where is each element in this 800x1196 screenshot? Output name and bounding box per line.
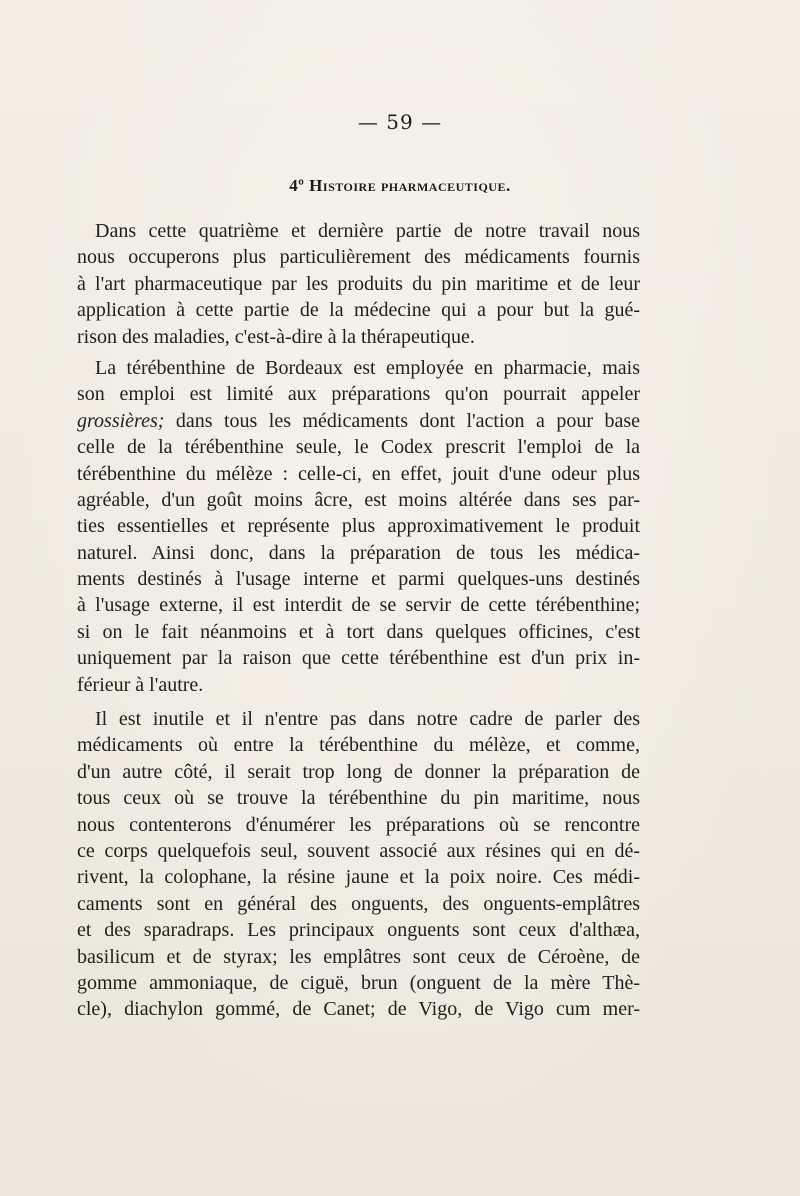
text-line: caments sont en général des onguents, des onguents-emplâtres bbox=[77, 892, 640, 915]
text-line: nous contenterons d'énumérer les préparations où se rencontre bbox=[77, 813, 640, 836]
text-line: La térébenthine de Bordeaux est employée en pharmacie, mais bbox=[95, 356, 640, 379]
section-heading bbox=[0, 176, 800, 196]
section-title: Histoire pharmaceutique. bbox=[309, 176, 511, 195]
text-line: si on le fait néanmoins et à tort dans quelques officines, c'est bbox=[77, 620, 640, 643]
text-line: cle), diachylon gommé, de Canet; de Vigo, de Vigo cum mer- bbox=[77, 998, 640, 1021]
italic-word: grossières; bbox=[77, 409, 165, 432]
text-line: grossières; dans tous les médicaments dont l'action a pour base bbox=[77, 409, 640, 432]
text-line: Dans cette quatrième et dernière partie de notre travail nous bbox=[95, 220, 640, 242]
text-line: térébenthine du mélèze : celle-ci, en effet, jouit d'une odeur plus bbox=[77, 462, 640, 485]
text-line: celle de la térébenthine seule, le Codex prescrit l'emploi de la bbox=[77, 436, 640, 459]
page-number: — 59 — bbox=[357, 110, 443, 134]
text-line: ties essentielles et représente plus approximativement le produit bbox=[77, 515, 640, 538]
text-line: uniquement par la raison que cette térébenthine est d'un prix in- bbox=[77, 647, 640, 670]
text-line: rivent, la colophane, la résine jaune et la poix noire. Ces médi- bbox=[77, 866, 640, 889]
text-line: ce corps quelquefois seul, souvent associé aux résines qui en dé- bbox=[77, 839, 640, 862]
text-line: tous ceux où se trouve la térébenthine du pin maritime, nous bbox=[77, 787, 640, 810]
text-line: Il est inutile et il n'entre pas dans notre cadre de parler des bbox=[95, 708, 640, 731]
text-line: d'un autre côté, il serait trop long de donner la préparation de bbox=[77, 760, 640, 783]
body-text bbox=[77, 218, 640, 1023]
text-line: nous occuperons plus particulièrement des médicaments fournis bbox=[77, 246, 640, 269]
text-line: rison des maladies, c'est-à-dire à la thérapeutique. bbox=[77, 325, 475, 348]
paragraph-3 bbox=[77, 706, 640, 1023]
text-line: et des sparadraps. Les principaux onguents sont ceux d'althæa, bbox=[77, 919, 640, 942]
text-line: férieur à l'autre. bbox=[77, 673, 204, 696]
text-line: naturel. Ainsi donc, dans la préparation de tous les médica- bbox=[77, 541, 640, 564]
text-line: son emploi est limité aux préparations qu'on pourrait appeler bbox=[77, 383, 640, 406]
paragraph-1 bbox=[77, 218, 640, 350]
text-line: gomme ammoniaque, de ciguë, brun (onguent de la mère Thè- bbox=[77, 971, 640, 994]
section-number: 4º bbox=[289, 176, 305, 195]
text-line: médicaments où entre la térébenthine du mélèze, et comme, bbox=[77, 734, 640, 757]
text-line: basilicum et de styrax; les emplâtres sont ceux de Céroène, de bbox=[77, 945, 640, 968]
text-line: application à cette partie de la médecine qui a pour but la gué- bbox=[77, 299, 640, 322]
text-line: à l'usage externe, il est interdit de se servir de cette térébenthine; bbox=[77, 594, 640, 617]
text-line: agréable, d'un goût moins âcre, est moins altérée dans ses par- bbox=[77, 488, 640, 511]
text-line: ments destinés à l'usage interne et parmi quelques-uns destinés bbox=[77, 568, 640, 591]
text-line: à l'art pharmaceutique par les produits du pin maritime et de leur bbox=[77, 272, 640, 295]
paragraph-2 bbox=[77, 355, 640, 698]
